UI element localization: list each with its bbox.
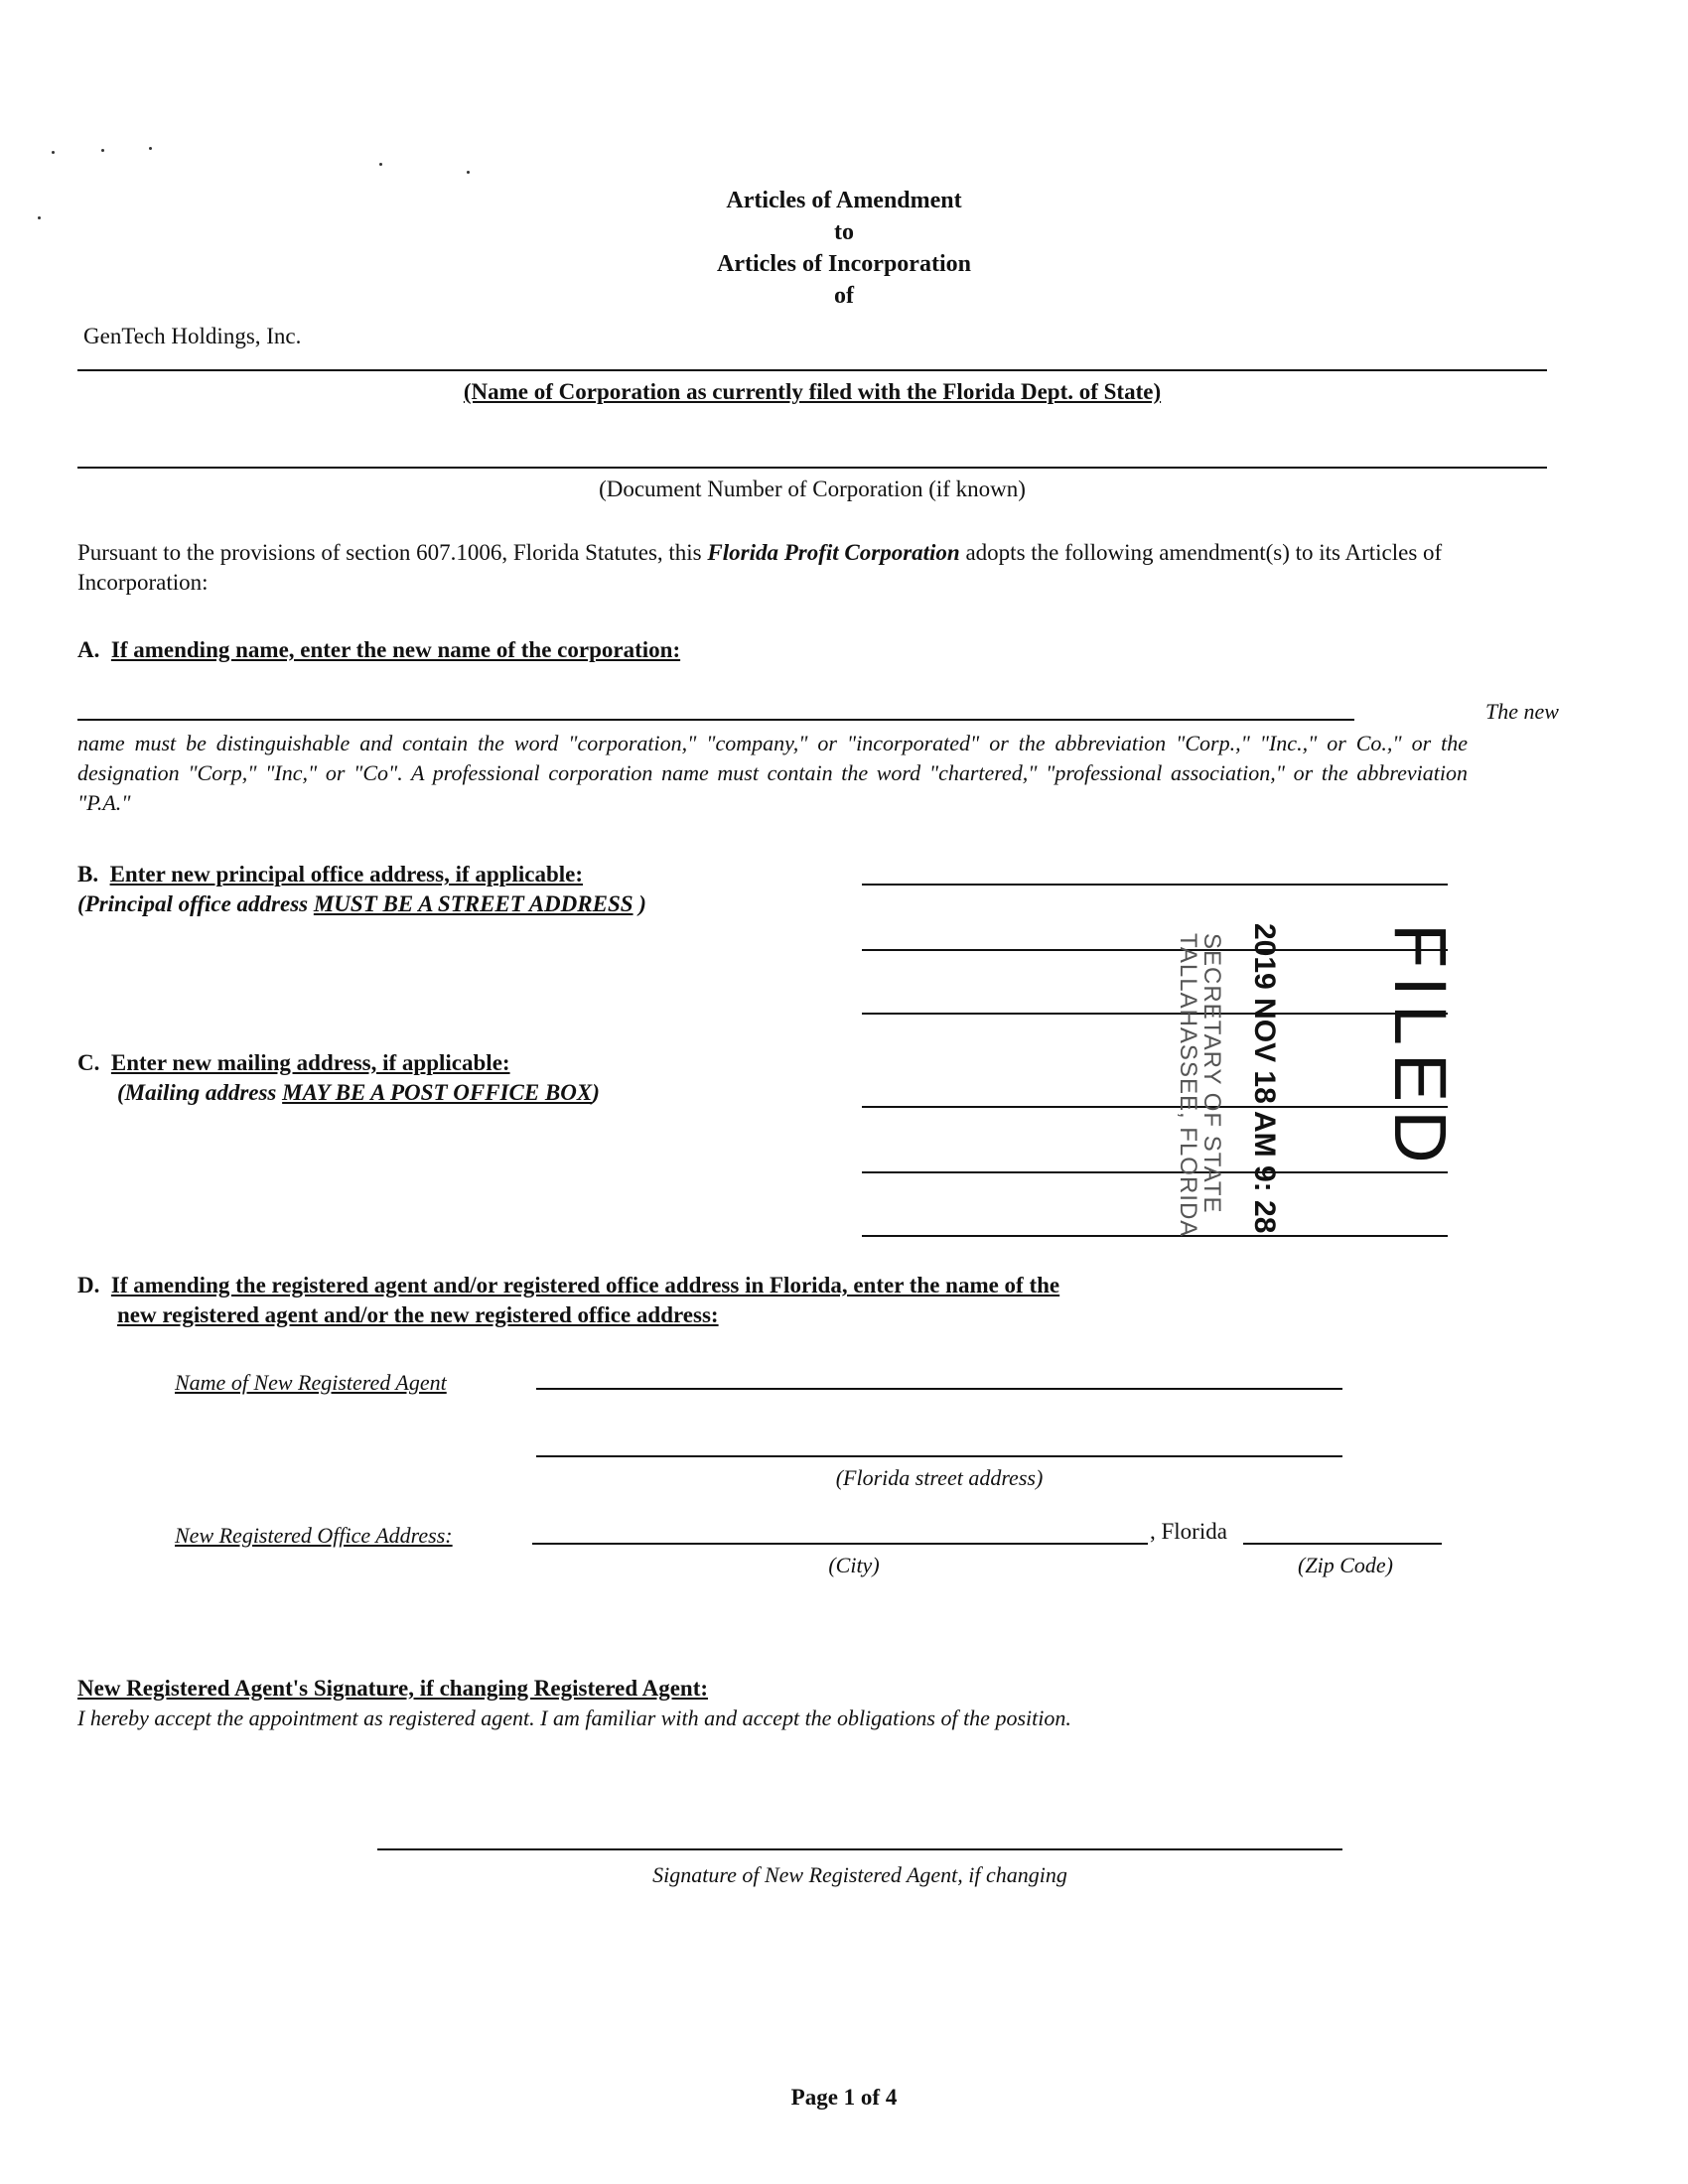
agent-name-label: Name of New Registered Agent (175, 1370, 447, 1395)
zip-line (1243, 1543, 1442, 1545)
stamp-filed-text: FILED (1379, 923, 1462, 1171)
entity-type: Florida Profit Corporation (707, 540, 960, 565)
title-line-3: Articles of Incorporation (717, 251, 971, 277)
scan-speck (52, 151, 55, 154)
florida-state-text: , Florida (1150, 1519, 1227, 1544)
new-name-note: name must be distinguishable and contain the word "corporation," "company," or "incorporated" or the abbreviation "Corp.," "Inc.," or Co.," or the designation "Corp," "Inc," or "Co". A professional corporation name must contain the word "chartered," "professional association," or the abbreviation "P.A." (77, 731, 1468, 815)
section-a-title: If amending name, enter the new name of the corporation: (110, 637, 681, 662)
section-c-letter: C. (77, 1050, 100, 1075)
title-line-4: of (834, 283, 854, 309)
signature-statement: I hereby accept the appointment as registered agent. I am familiar with and accept the obligations of the position. (77, 1706, 1071, 1730)
intro-text-1: Pursuant to the provisions of section 607.1006, Florida Statutes, this (77, 540, 708, 565)
corporation-name-line (77, 369, 1547, 371)
stamp-office-line-2: TALLAHASSEE, FLORIDA (1175, 933, 1201, 1238)
new-name-note-start: The new (1485, 699, 1559, 724)
florida-street-line (536, 1455, 1342, 1457)
section-b-note (77, 889, 646, 919)
scan-speck (38, 216, 41, 219)
city-line (532, 1543, 1148, 1545)
signature-heading: New Registered Agent's Signature, if changing Registered Agent: (77, 1676, 709, 1701)
section-c-heading (77, 1048, 510, 1078)
scan-speck (379, 163, 382, 166)
section-c-note-emph: MAY BE A POST OFFICE BOX (282, 1080, 593, 1105)
stamp-office-line-1: SECRETARY OF STATE (1198, 933, 1225, 1214)
florida-street-caption: (Florida street address) (835, 1465, 1044, 1490)
page-number: Page 1 of 4 (790, 2085, 898, 2110)
section-a-heading (77, 635, 680, 665)
section-b-note-emph: MUST BE A STREET ADDRESS (313, 891, 633, 916)
document-number-line (77, 467, 1547, 469)
section-d-letter: D. (77, 1273, 100, 1297)
document-number-caption: (Document Number of Corporation (if known) (599, 477, 1026, 501)
zip-caption: (Zip Code) (1298, 1553, 1393, 1577)
office-address-label: New Registered Office Address: (175, 1523, 453, 1548)
signature-caption: Signature of New Registered Agent, if changing (652, 1862, 1067, 1887)
title-line-2: to (834, 219, 854, 245)
scan-speck (149, 147, 152, 150)
new-name-line (77, 719, 1354, 721)
title-line-1: Articles of Amendment (726, 188, 962, 213)
section-b-note-post: ) (633, 891, 646, 916)
scan-speck (101, 149, 104, 152)
signature-line (377, 1848, 1342, 1850)
section-b-title: Enter new principal office address, if applicable: (109, 862, 583, 887)
principal-address-line-1 (862, 884, 1448, 886)
section-d-title-2: new registered agent and/or the new registered office address: (117, 1302, 719, 1327)
document-title (546, 185, 1142, 312)
section-c-note-post: ) (592, 1080, 600, 1105)
intro-text-2: adopts the following amendment(s) to its Articles of Incorporation: (77, 540, 1443, 595)
section-c-title: Enter new mailing address, if applicable: (110, 1050, 510, 1075)
stamp-date-text: 2019 NOV 18 AM 9: 28 (1248, 923, 1281, 1234)
section-d-title-1: If amending the registered agent and/or registered office address in Florida, enter the name of the (110, 1273, 1060, 1297)
city-caption: (City) (828, 1553, 880, 1577)
intro-paragraph (77, 538, 1557, 598)
section-c-note-pre: (Mailing address (117, 1080, 283, 1105)
corporation-name-caption: (Name of Corporation as currently filed with the Florida Dept. of State) (463, 379, 1162, 404)
section-b-heading (77, 860, 583, 889)
corporation-name-value: GenTech Holdings, Inc. (83, 324, 302, 348)
agent-name-line (536, 1388, 1342, 1390)
section-c-note (117, 1078, 600, 1108)
filed-stamp (1175, 923, 1529, 1271)
section-b-letter: B. (77, 862, 99, 887)
section-b-note-pre: (Principal office address (77, 891, 314, 916)
scan-speck (467, 171, 470, 174)
section-d-heading (77, 1271, 1059, 1300)
section-a-letter: A. (77, 637, 100, 662)
